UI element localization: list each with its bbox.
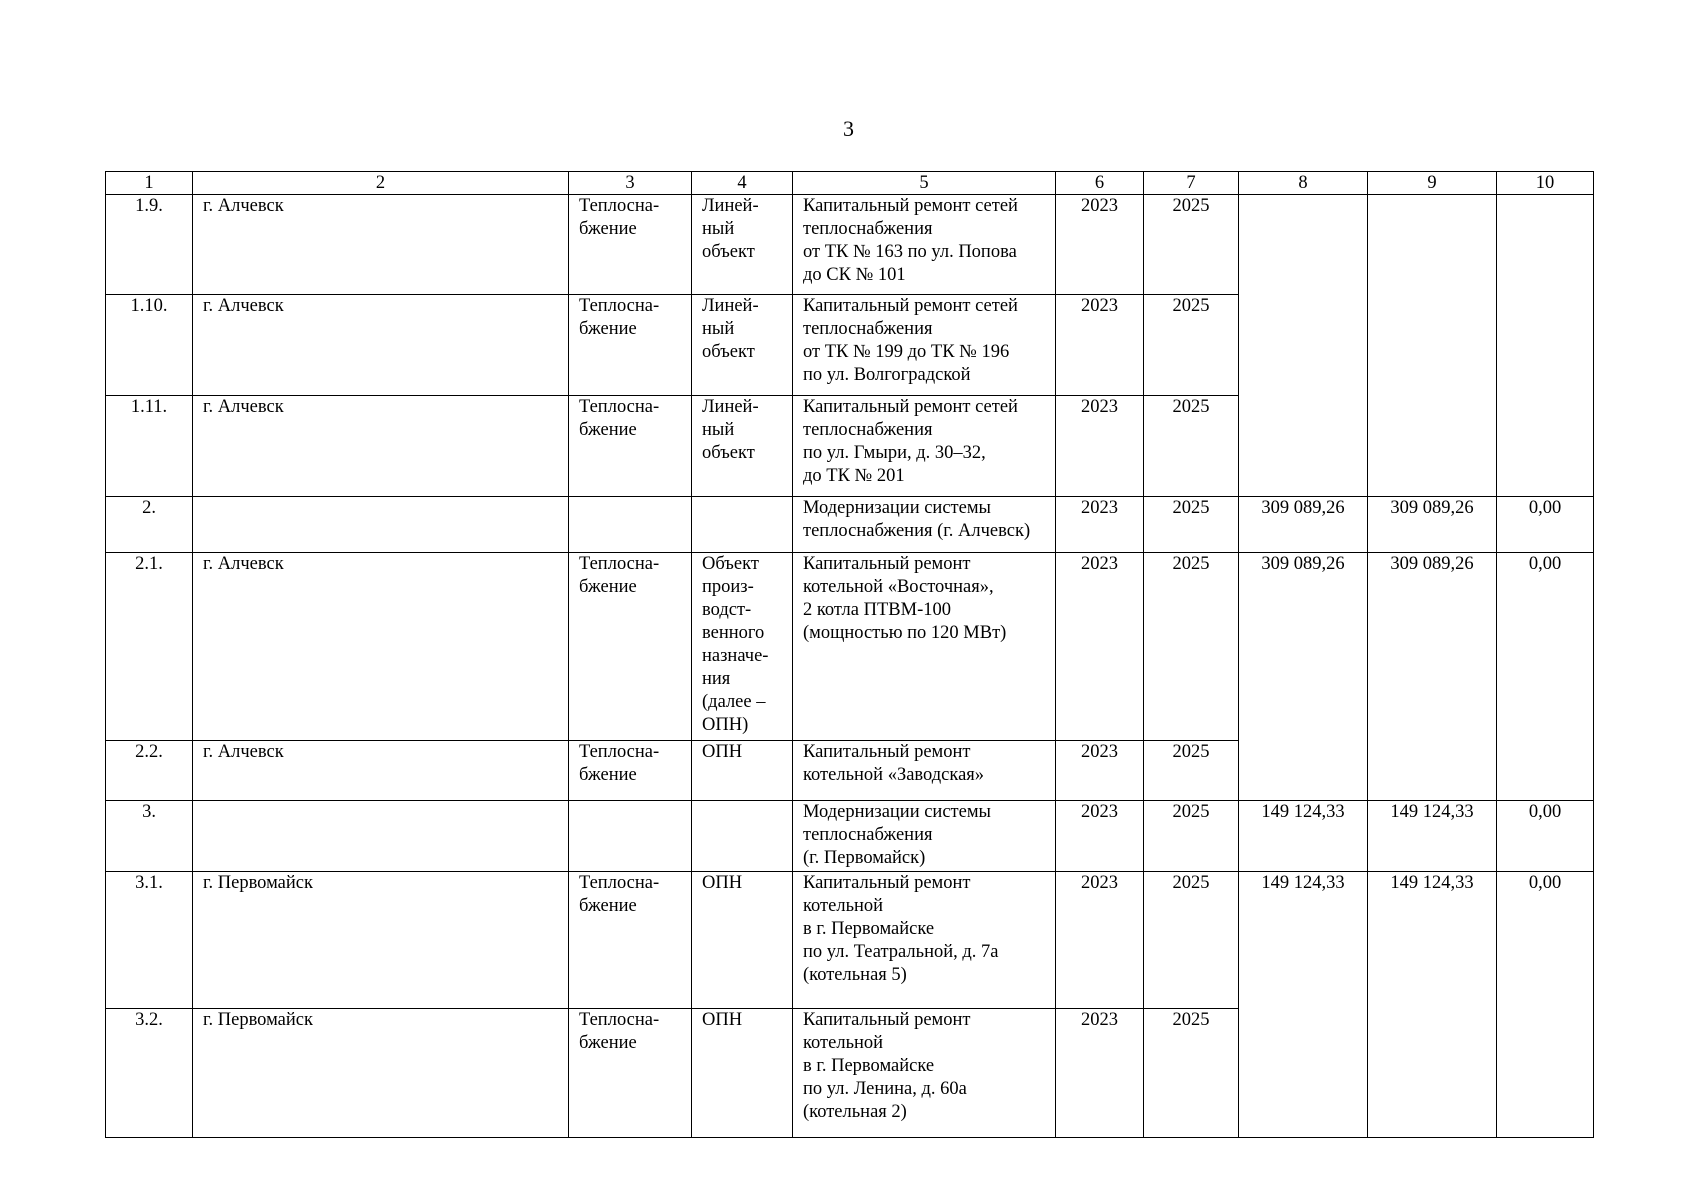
- sector-cell: Теплосна- бжение: [569, 295, 692, 396]
- start-year-cell: 2023: [1056, 195, 1144, 295]
- object-type-cell: Объект произ- водст- венного назначе- ния (далее – ОПН): [692, 553, 793, 741]
- city-cell: г. Алчевск: [193, 295, 569, 396]
- amount-budget-cell: 149 124,33: [1368, 801, 1497, 872]
- header-cell: 10: [1497, 172, 1594, 195]
- object-type-cell: Линей- ный объект: [692, 295, 793, 396]
- end-year-cell: 2025: [1144, 553, 1239, 741]
- city-cell: г. Первомайск: [193, 1009, 569, 1138]
- header-cell: 7: [1144, 172, 1239, 195]
- table-row: [106, 497, 1594, 553]
- end-year-cell: 2025: [1144, 396, 1239, 497]
- end-year-cell: 2025: [1144, 195, 1239, 295]
- city-cell: г. Алчевск: [193, 195, 569, 295]
- amount-total-cell: 149 124,33: [1239, 872, 1368, 1138]
- header-cell: 5: [793, 172, 1056, 195]
- start-year-cell: 2023: [1056, 553, 1144, 741]
- amount-other-cell: 0,00: [1497, 872, 1594, 1138]
- amount-budget-cell: 149 124,33: [1368, 872, 1497, 1138]
- object-type-cell: Линей- ный объект: [692, 195, 793, 295]
- table-row: [106, 553, 1594, 741]
- amount-budget-cell: 309 089,26: [1368, 497, 1497, 553]
- empty-merged-cell: [1497, 195, 1594, 497]
- description-cell: Капитальный ремонт сетей теплоснабжения от ТК № 199 до ТК № 196 по ул. Волгоградской: [793, 295, 1056, 396]
- row-number: 1.10.: [106, 295, 193, 396]
- header-cell: 4: [692, 172, 793, 195]
- sector-cell: Теплосна- бжение: [569, 396, 692, 497]
- row-number: 2.1.: [106, 553, 193, 741]
- city-cell: г. Алчевск: [193, 396, 569, 497]
- amount-total-cell: 309 089,26: [1239, 553, 1368, 801]
- header-cell: 8: [1239, 172, 1368, 195]
- start-year-cell: 2023: [1056, 396, 1144, 497]
- description-cell: Модернизации системы теплоснабжения (г. Алчевск): [793, 497, 1056, 553]
- investment-table: [105, 171, 1594, 1138]
- end-year-cell: 2025: [1144, 295, 1239, 396]
- start-year-cell: 2023: [1056, 1009, 1144, 1138]
- description-cell: Капитальный ремонт котельной «Заводская»: [793, 741, 1056, 801]
- description-cell: Модернизации системы теплоснабжения (г. Первомайск): [793, 801, 1056, 872]
- row-number: 3.: [106, 801, 193, 872]
- start-year-cell: 2023: [1056, 497, 1144, 553]
- sector-cell: Теплосна- бжение: [569, 1009, 692, 1138]
- table-row: [106, 801, 1594, 872]
- city-cell: [193, 497, 569, 553]
- sector-cell: Теплосна- бжение: [569, 195, 692, 295]
- row-number: 3.2.: [106, 1009, 193, 1138]
- object-type-cell: [692, 497, 793, 553]
- object-type-cell: ОПН: [692, 741, 793, 801]
- end-year-cell: 2025: [1144, 741, 1239, 801]
- empty-merged-cell: [1239, 195, 1368, 497]
- empty-merged-cell: [1368, 195, 1497, 497]
- end-year-cell: 2025: [1144, 1009, 1239, 1138]
- row-number: 2.: [106, 497, 193, 553]
- start-year-cell: 2023: [1056, 741, 1144, 801]
- header-cell: 3: [569, 172, 692, 195]
- header-cell: 9: [1368, 172, 1497, 195]
- end-year-cell: 2025: [1144, 801, 1239, 872]
- row-number: 2.2.: [106, 741, 193, 801]
- city-cell: г. Алчевск: [193, 741, 569, 801]
- row-number: 3.1.: [106, 872, 193, 1009]
- row-number: 1.9.: [106, 195, 193, 295]
- description-cell: Капитальный ремонт сетей теплоснабжения от ТК № 163 по ул. Попова до СК № 101: [793, 195, 1056, 295]
- row-number: 1.11.: [106, 396, 193, 497]
- city-cell: [193, 801, 569, 872]
- sector-cell: Теплосна- бжение: [569, 741, 692, 801]
- start-year-cell: 2023: [1056, 295, 1144, 396]
- header-cell: 1: [106, 172, 193, 195]
- table-header-row: [106, 172, 1594, 195]
- end-year-cell: 2025: [1144, 872, 1239, 1009]
- amount-other-cell: 0,00: [1497, 553, 1594, 801]
- description-cell: Капитальный ремонт котельной в г. Первомайске по ул. Театральной, д. 7а (котельная 5): [793, 872, 1056, 1009]
- sector-cell: Теплосна- бжение: [569, 872, 692, 1009]
- amount-other-cell: 0,00: [1497, 497, 1594, 553]
- start-year-cell: 2023: [1056, 872, 1144, 1009]
- object-type-cell: ОПН: [692, 872, 793, 1009]
- amount-total-cell: 309 089,26: [1239, 497, 1368, 553]
- sector-cell: Теплосна- бжение: [569, 553, 692, 741]
- table-row: [106, 872, 1594, 1009]
- description-cell: Капитальный ремонт сетей теплоснабжения по ул. Гмыри, д. 30–32, до ТК № 201: [793, 396, 1056, 497]
- description-cell: Капитальный ремонт котельной «Восточная», 2 котла ПТВМ-100 (мощностью по 120 МВт): [793, 553, 1056, 741]
- page-number: 3: [843, 116, 854, 141]
- header-cell: 2: [193, 172, 569, 195]
- start-year-cell: 2023: [1056, 801, 1144, 872]
- amount-budget-cell: 309 089,26: [1368, 553, 1497, 801]
- city-cell: г. Алчевск: [193, 553, 569, 741]
- sector-cell: [569, 497, 692, 553]
- amount-total-cell: 149 124,33: [1239, 801, 1368, 872]
- object-type-cell: [692, 801, 793, 872]
- header-cell: 6: [1056, 172, 1144, 195]
- object-type-cell: Линей- ный объект: [692, 396, 793, 497]
- end-year-cell: 2025: [1144, 497, 1239, 553]
- object-type-cell: ОПН: [692, 1009, 793, 1138]
- description-cell: Капитальный ремонт котельной в г. Первомайске по ул. Ленина, д. 60а (котельная 2): [793, 1009, 1056, 1138]
- amount-other-cell: 0,00: [1497, 801, 1594, 872]
- city-cell: г. Первомайск: [193, 872, 569, 1009]
- table-row: [106, 195, 1594, 295]
- sector-cell: [569, 801, 692, 872]
